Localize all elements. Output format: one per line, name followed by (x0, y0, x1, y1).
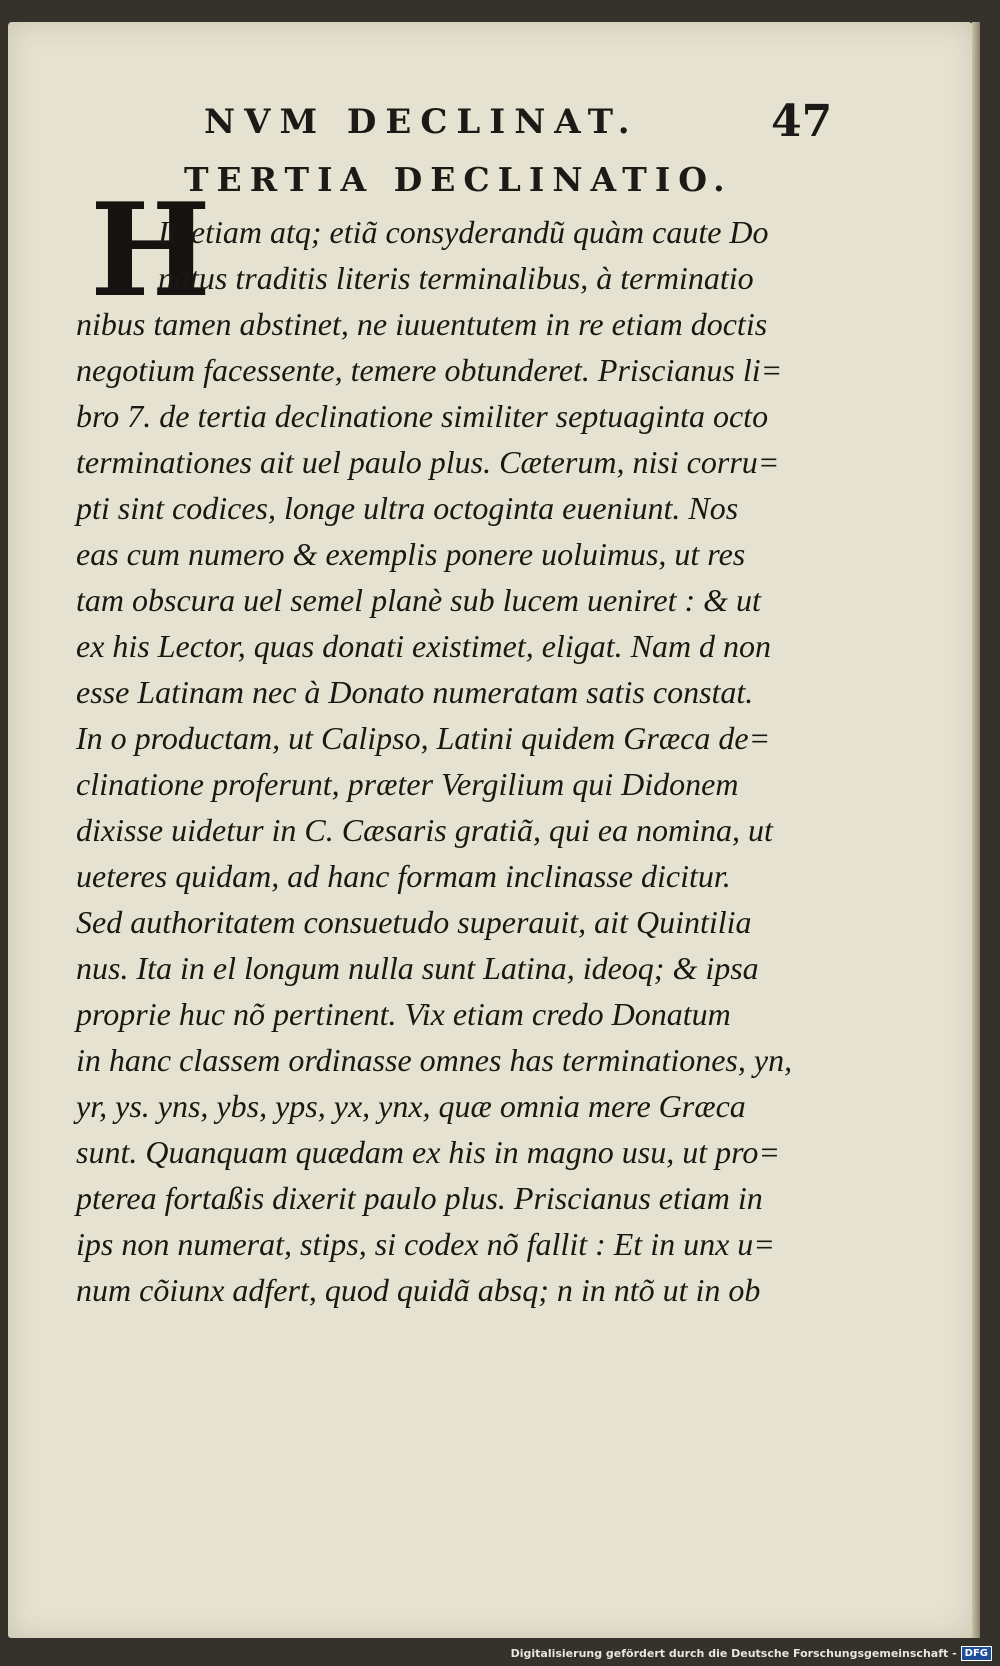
text-line: proprie huc nõ pertinent. Vix etiam credo Donatum (76, 996, 731, 1032)
section-title: TERTIA DECLINATIO. (184, 160, 733, 199)
text-line: negotium facessente, temere obtunderet. Priscianus li= (76, 352, 783, 388)
text-line: nibus tamen abstinet, ne iuuentutem in re etiam doctis (76, 306, 768, 342)
text-line: yr, ys. yns, ybs, yps, yx, ynx, quæ omnia mere Græca (76, 1088, 746, 1124)
dfg-logo: DFG (961, 1646, 992, 1661)
text-line: ex his Lector, quas donati existimet, eligat. Nam d non (76, 628, 772, 664)
drop-cap: H (90, 176, 211, 326)
text-line: In o productam, ut Calipso, Latini quidem Græca de= (76, 720, 771, 756)
page-header (204, 94, 844, 154)
text-line: ips non numerat, stips, si codex nõ fallit : Et in unx u= (76, 1226, 775, 1262)
text-line: sunt. Quanquam quædam ex his in magno usu, ut pro= (76, 1134, 780, 1170)
text-line: bro 7. de tertia declinatione similiter septuaginta octo (76, 398, 769, 434)
text-line: nus. Ita in el longum nulla sunt Latina, ideoq; & ipsa (76, 950, 759, 986)
text-line: Ic etiam atq; etiã consyderandũ quàm caute Do (158, 214, 769, 250)
text-line: eas cum numero & exemplis ponere uoluimus, ut res (76, 536, 746, 572)
text-line: num cõiunx adfert, quod quidã absq; n in ntõ ut in ob (76, 1272, 761, 1308)
page-number: 47 (771, 96, 833, 147)
running-head: NVM DECLINAT. (204, 102, 639, 142)
digitization-footer (511, 1644, 992, 1662)
text-line: pterea fortaßis dixerit paulo plus. Priscianus etiam in (76, 1180, 763, 1216)
footer-credit: Digitalisierung gefördert durch die Deutsche Forschungsgemeinschaft - (510, 1646, 957, 1660)
page-edge (972, 22, 980, 1638)
text-line: Sed authoritatem consuetudo superauit, ait Quintilia (76, 904, 752, 940)
text-line: esse Latinam nec à Donato numeratam satis constat. (76, 674, 754, 710)
book-page (8, 22, 974, 1638)
text-line: natus traditis literis terminalibus, à terminatio (158, 260, 754, 296)
text-line: terminationes ait uel paulo plus. Cæterum, nisi corru= (76, 444, 780, 480)
text-line: dixisse uidetur in C. Cæsaris gratiã, qui ea nomina, ut (76, 812, 773, 848)
text-line: in hanc classem ordinasse omnes has terminationes, yn, (76, 1042, 793, 1078)
text-line: pti sint codices, longe ultra octoginta eueniunt. Nos (76, 490, 739, 526)
text-line: ueteres quidam, ad hanc formam inclinasse dicitur. (76, 858, 731, 894)
text-line: tam obscura uel semel planè sub lucem ueniret : & ut (76, 582, 761, 618)
text-line: clinatione proferunt, præter Vergilium qui Didonem (76, 766, 739, 802)
